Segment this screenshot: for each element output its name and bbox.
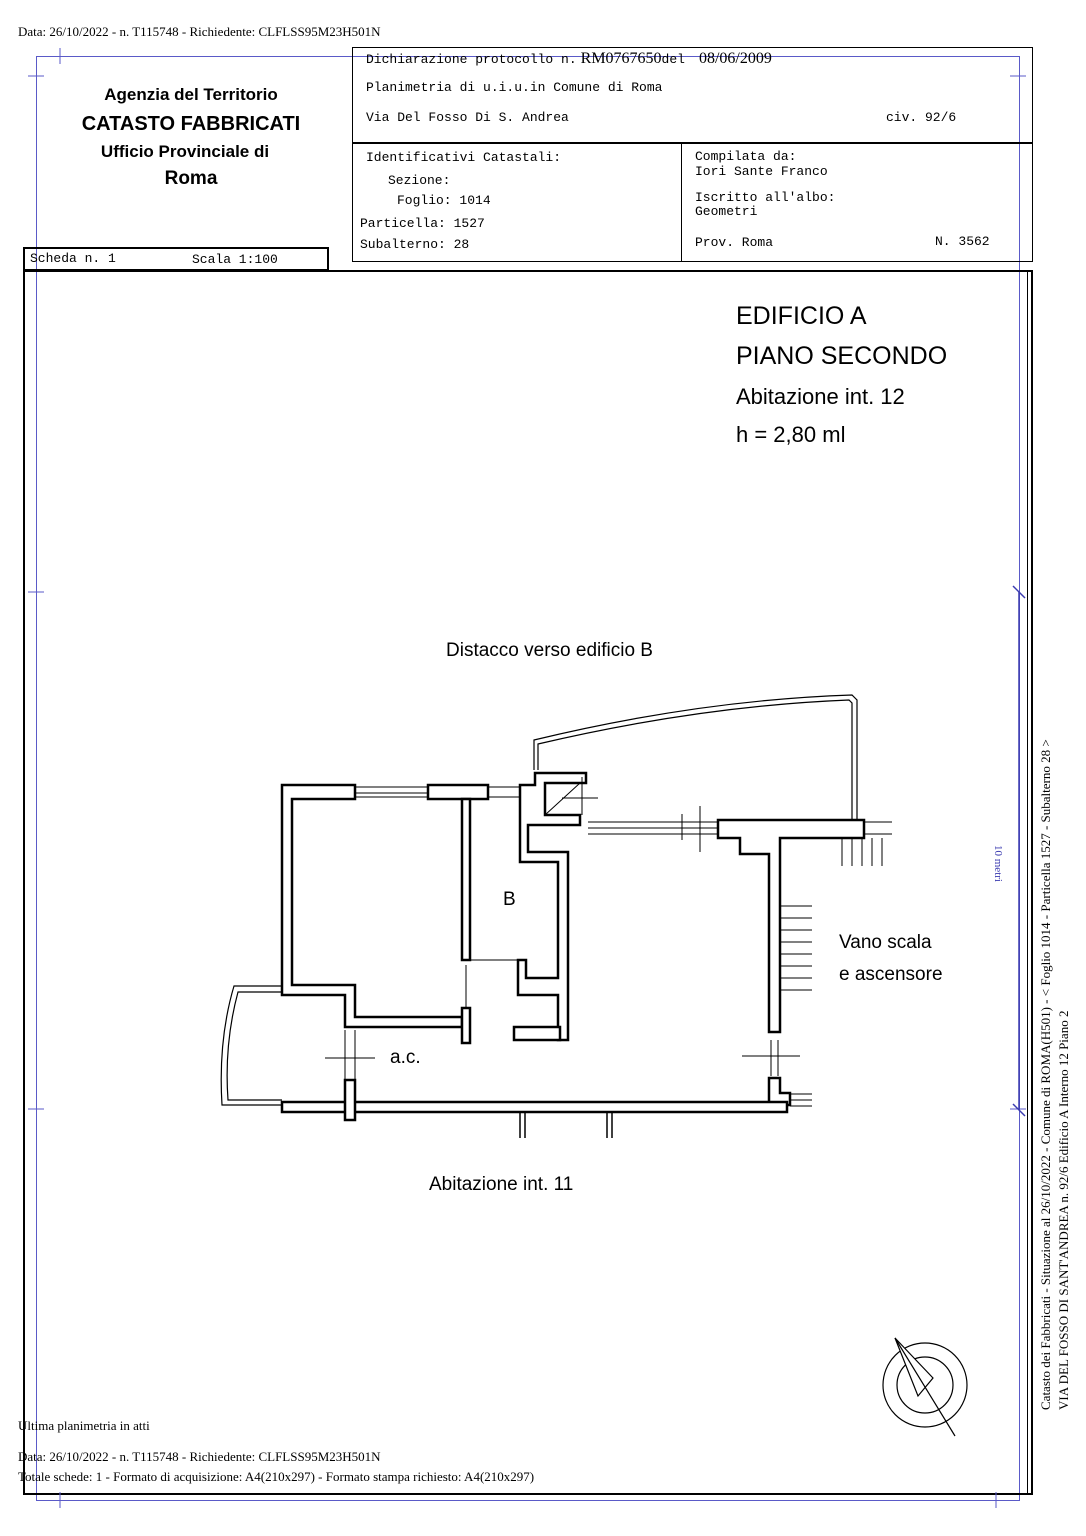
balcony-left [221, 986, 282, 1105]
ultima-planimetria: Ultima planimetria in atti [18, 1418, 150, 1433]
ufficio-city: Roma [164, 168, 218, 189]
scala-label: Scala 1:100 [192, 252, 278, 267]
planimetria-line: Planimetria di u.i.u.in Comune di Roma [366, 80, 663, 95]
side-situazione-text: Catasto dei Fabbricati - Situazione al 26/10/2022 - Comune di ROMA(H501) - < Foglio 1014 - Particella 1527 - Subalterno 28 > [1038, 739, 1053, 1410]
compilata-label: Compilata da: [695, 149, 797, 164]
edificio-label: EDIFICIO A [736, 302, 867, 330]
sezione-field: Sezione: [388, 173, 451, 188]
del-label: del [661, 52, 685, 67]
side-address-text: VIA DEL FOSSO DI SANT'ANDREA n. 92/6 Edificio A Interno 12 Piano 2 [1056, 1010, 1071, 1410]
blue-registration-ticks [28, 48, 1026, 1508]
subalterno-field: Subalterno: 28 [360, 237, 470, 252]
abitazione-label: Abitazione int. 12 [736, 384, 905, 409]
civic-number: civ. 92/6 [886, 110, 957, 125]
province-label: Prov. Roma [695, 235, 774, 250]
foglio-field: Foglio: 1014 [397, 193, 491, 208]
ascensore-label: e ascensore [839, 964, 943, 985]
address-line: Via Del Fosso Di S. Andrea [366, 110, 569, 125]
scale-bar-label: 10 metri [992, 845, 1004, 882]
scale-bar [1013, 586, 1025, 1116]
abitazione-11-label: Abitazione int. 11 [429, 1174, 574, 1195]
registration-number: N. 3562 [935, 234, 990, 249]
north-arrow-icon [883, 1338, 967, 1436]
piano-label: PIANO SECONDO [736, 342, 948, 370]
shaft-hatch [545, 783, 580, 815]
walls [282, 773, 864, 1120]
iscritto-label: Iscritto all'albo: [695, 190, 836, 205]
footer-data-line: Data: 26/10/2022 - n. T115748 - Richiedente: CLFLSS95M23H501N [18, 1449, 381, 1464]
particella-field: Particella: 1527 [360, 216, 485, 231]
protocollo-date: 08/06/2009 [698, 50, 772, 67]
scheda-label: Scheda n. 1 [30, 251, 116, 266]
top-request-line: Data: 26/10/2022 - n. T115748 - Richiedente: CLFLSS95M23H501N [18, 24, 381, 39]
distacco-label: Distacco verso edificio B [446, 640, 653, 661]
room-b-label: B [503, 889, 516, 910]
footer-totale-line: Totale schede: 1 - Formato di acquisizione: A4(210x297) - Formato stampa richiesto: A4(210x297) [18, 1469, 535, 1484]
compilata-name: Iori Sante Franco [695, 164, 828, 179]
albo-value: Geometri [695, 204, 758, 219]
agency-name: Agenzia del Territorio [104, 85, 278, 104]
ac-label: a.c. [390, 1047, 421, 1068]
vano-scala-label: Vano scala [839, 932, 932, 953]
identificativi-title: Identificativi Catastali: [366, 150, 562, 165]
height-label: h = 2,80 ml [736, 422, 846, 447]
protocollo-number: RM0767650 [580, 50, 662, 67]
ufficio-label: Ufficio Provinciale di [100, 142, 270, 161]
catasto-title: CATASTO FABBRICATI [81, 113, 301, 135]
dichiarazione-prefix: Dichiarazione protocollo n. [366, 52, 577, 67]
